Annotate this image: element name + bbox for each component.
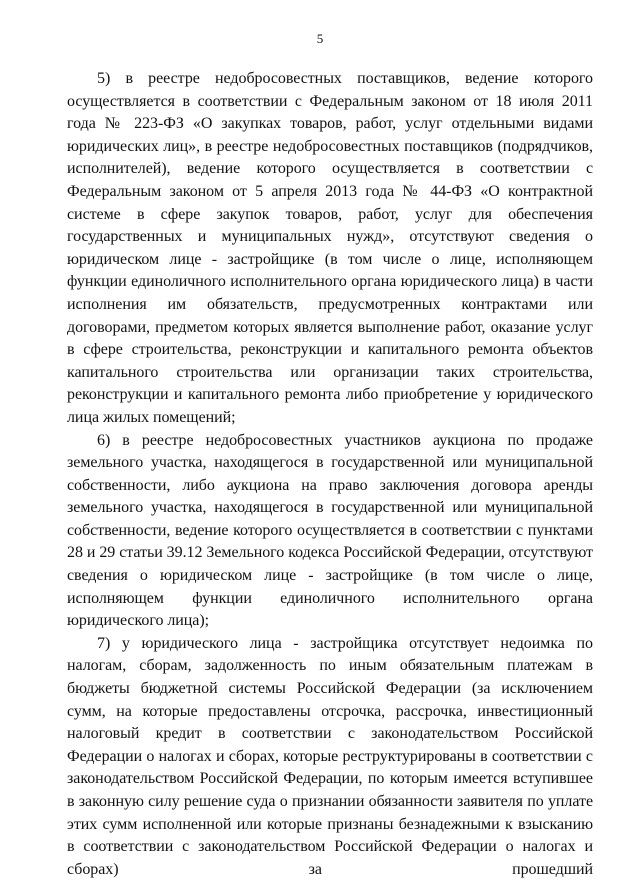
list-item-7: 7) у юридического лица - застройщика отсутствует недоимка по налогам, сборам, задолженность по иным обязательным платежам в бюджеты бюджетной системы Российской Федерации (за исключением сумм, на которые предоставлены отсрочка, рассрочка, инвестиционный налоговый кредит в соответствии с законодательством Российской Федерации о налогах и сборах, которые реструктурированы в соответствии с законодательством Российской Федерации, по которым имеется вступившее в законную силу решение суда о признании обязанности заявителя по уплате этих сумм исполненной или которые признаны безнадежными к взысканию в соответствии с законодательством Российской Федерации о налогах и сборах) за прошедший: [67, 634, 593, 878]
document-body: [67, 68, 593, 881]
page-number: 5: [316, 31, 324, 46]
list-item-5: 5) в реестре недобросовестных поставщиков, ведение которого осуществляется в соответствии с Федеральным законом от 18 июля 2011 года № 223-ФЗ «О закупках товаров, работ, услуг отдельными видами юридических лиц», в реестре недобросовестных поставщиков (подрядчиков, исполнителей), ведение которого осуществляется в соответствии с Федеральным законом от 5 апреля 2013 года № 44-ФЗ «О контрактной системе в сфере закупок товаров, работ, услуг для обеспечения государственных и муниципальных нужд», отсутствуют сведения о юридическом лице - застройщике (в том числе о лице, исполняющем функции единоличного исполнительного органа юридического лица) в части исполнения им обязательств, предусмотренных контрактами или договорами, предметом которых является выполнение работ, оказание услуг в сфере строительства, реконструкции и капитального ремонта объектов капитального строительства или организации таких строительства, реконструкции и капитального ремонта либо приобретение у юридического лица жилых помещений;: [67, 70, 593, 426]
list-item-6: 6) в реестре недобросовестных участников аукциона по продаже земельного участка, находящегося в государственной или муниципальной собственности, либо аукциона на право заключения договора аренды земельного участка, находящегося в государственной или муниципальной собственности, ведение которого осуществляется в соответствии с пунктами 28 и 29 статьи 39.12 Земельного кодекса Российской Федерации, отсутствуют сведения о юридическом лице - застройщике (в том числе о лице, исполняющем функции единоличного исполнительного органа юридического лица);: [67, 431, 593, 630]
